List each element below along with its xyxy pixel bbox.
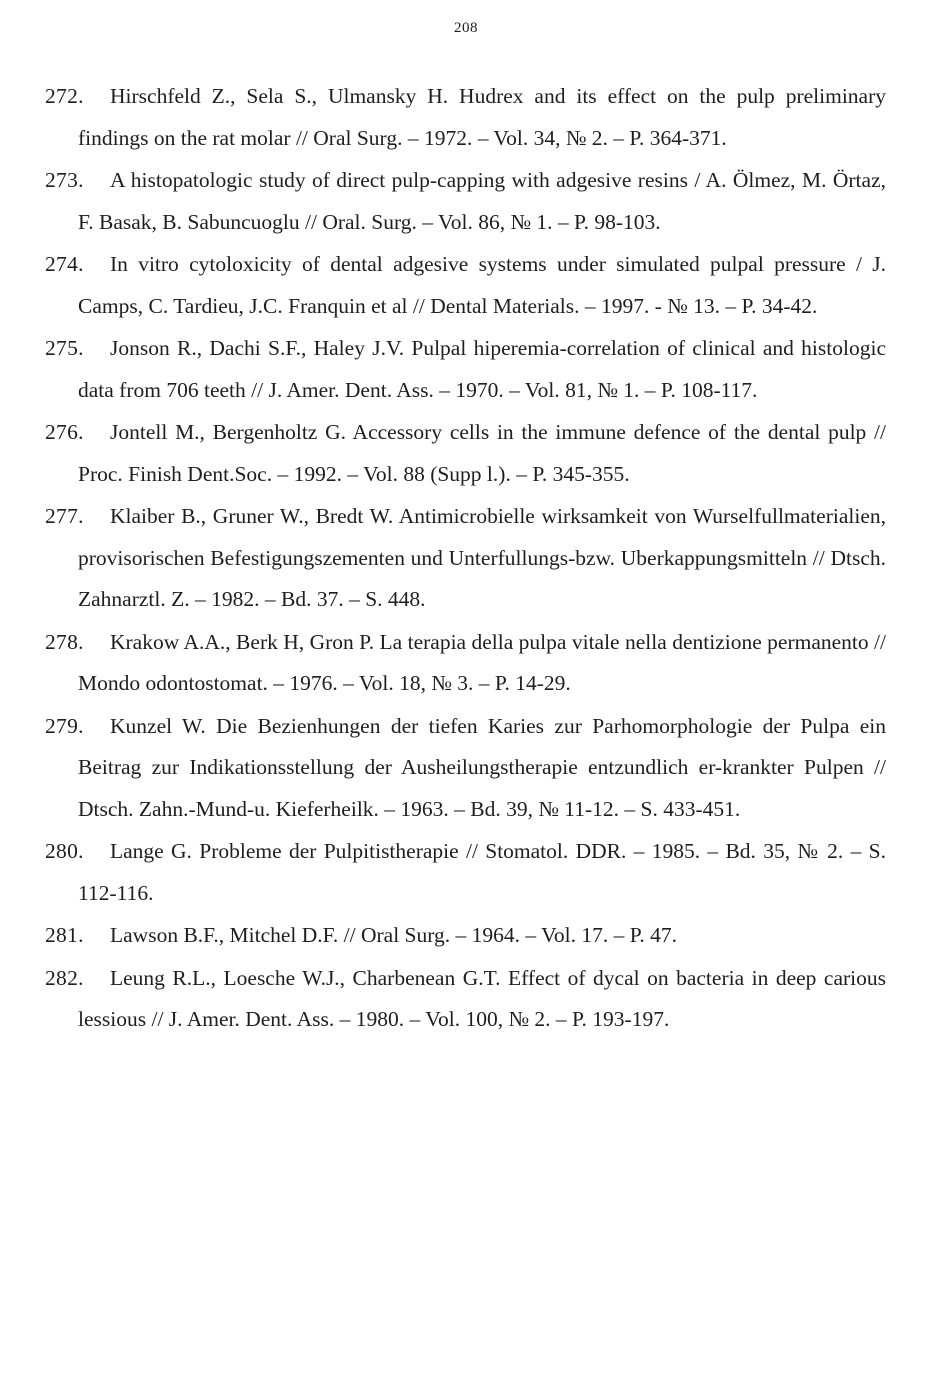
reference-number: 278. xyxy=(45,629,84,654)
reference-text: A histopatologic study of direct pulp-capping with adgesive resins / A. Ölmez, M. Örtaz, F. Basak, B. Sabuncuoglu // Oral. Surg. – Vol. 86, № 1. – P. 98-103. xyxy=(78,168,886,234)
reference-number: 276. xyxy=(45,420,84,444)
reference-text: Kunzel W. Die Bezienhungen der tiefen Karies zur Parhomorphologie der Pulpa ein Beitrag zur Indikationsstellung der Ausheilungstherapie entzundlich er-krankter Pulpen // Dtsch. Zahn.-Mund-u. Kieferheilk. – 1963. – Bd. 39, № 11-12. – S. 433-451. xyxy=(78,713,886,821)
reference-item xyxy=(45,622,886,705)
reference-item xyxy=(45,496,886,621)
reference-text: Leung R.L., Loesche W.J., Charbenean G.T. Effect of dycal on bacteria in deep carious lessious // J. Amer. Dent. Ass. – 1980. – Vol. 100, № 2. – P. 193-197. xyxy=(78,965,886,1031)
reference-number: 282. xyxy=(45,965,84,990)
reference-number: 277. xyxy=(45,504,84,528)
reference-number: 272. xyxy=(45,84,84,108)
reference-item xyxy=(45,244,886,327)
reference-item xyxy=(45,958,886,1041)
reference-text: Hirschfeld Z., Sela S., Ulmansky H. Hudrex and its effect on the pulp preliminary findings on the rat molar // Oral Surg. – 1972. – Vol. 34, № 2. – P. 364-371. xyxy=(78,84,886,150)
reference-text: Jontell M., Bergenholtz G. Accessory cells in the immune defence of the dental pulp // Proc. Finish Dent.Soc. – 1992. – Vol. 88 (Supp l.). – P. 345-355. xyxy=(78,420,886,486)
reference-number: 274. xyxy=(45,252,84,276)
reference-item xyxy=(45,706,886,831)
reference-item xyxy=(45,412,886,495)
reference-text: Lange G. Probleme der Pulpitistherapie // Stomatol. DDR. – 1985. – Bd. 35, № 2. – S. 112-116. xyxy=(78,839,886,905)
reference-text: Jonson R., Dachi S.F., Haley J.V. Pulpal hiperemia-correlation of clinical and histologic data from 706 teeth // J. Amer. Dent. Ass. – 1970. – Vol. 81, № 1. – P. 108-117. xyxy=(78,336,886,402)
reference-item xyxy=(45,160,886,243)
reference-text: Krakow A.A., Berk H, Gron P. La terapia della pulpa vitale nella dentizione permanento // Mondo odontostomat. – 1976. – Vol. 18, № 3. – P. 14-29. xyxy=(78,629,886,695)
reference-text: Klaiber B., Gruner W., Bredt W. Antimicrobielle wirksamkeit von Wurselfullmaterialien, provisorischen Befestigungszementen und Unterfullungs-bzw. Uberkappungsmitteln // Dtsch. Zahnarztl. Z. – 1982. – Bd. 37. – S. 448. xyxy=(78,504,886,611)
reference-item xyxy=(45,915,886,957)
reference-text: Lawson B.F., Mitchel D.F. // Oral Surg. – 1964. – Vol. 17. – P. 47. xyxy=(110,923,677,947)
reference-item xyxy=(45,831,886,914)
reference-number: 275. xyxy=(45,336,84,360)
reference-number: 280. xyxy=(45,839,84,863)
page-number: 208 xyxy=(454,20,478,36)
reference-text: In vitro cytoloxicity of dental adgesive systems under simulated pulpal pressure / J. Camps, C. Tardieu, J.C. Franquin et al // Dental Materials. – 1997. - № 13. – P. 34-42. xyxy=(78,252,886,318)
reference-number: 279. xyxy=(45,713,84,738)
reference-item xyxy=(45,76,886,159)
reference-item xyxy=(45,328,886,411)
reference-number: 273. xyxy=(45,168,84,192)
reference-number: 281. xyxy=(45,923,84,947)
reference-list xyxy=(45,76,886,1042)
